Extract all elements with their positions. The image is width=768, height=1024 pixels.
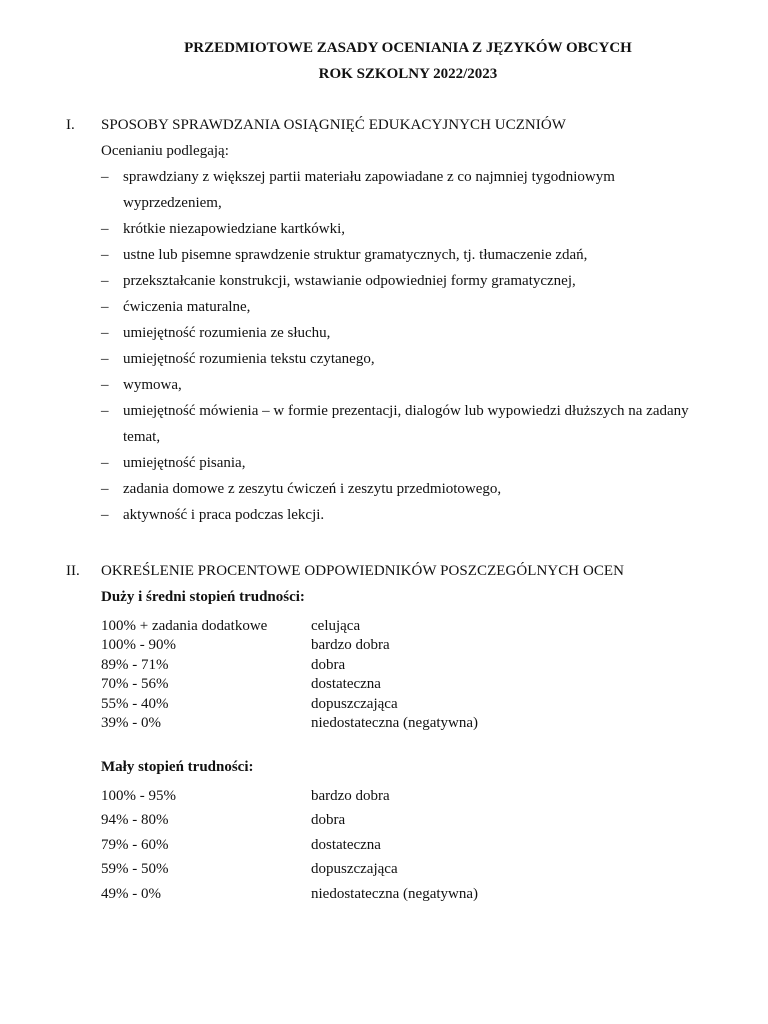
grade-cell: bardzo dobra (311, 788, 390, 804)
list-bullet: – (101, 325, 109, 341)
list-item: przekształcanie konstrukcji, wstawianie odpowiedniej formy gramatycznej, (123, 273, 576, 289)
grade-cell: dostateczna (311, 836, 381, 853)
list-item: wyprzedzeniem, (123, 195, 222, 211)
list-item: umiejętność rozumienia tekstu czytanego, (123, 351, 375, 367)
doc-title-line1: PRZEDMIOTOWE ZASADY OCENIANIA Z JĘZYKÓW OBCYCH (184, 40, 632, 56)
section2-title: OKREŚLENIE PROCENTOWE ODPOWIEDNIKÓW POSZCZEGÓLNYCH OCEN (101, 563, 625, 579)
grade-cell: dobra (311, 656, 346, 673)
percent-range-cell: 59% - 50% (101, 861, 169, 878)
percent-range-cell: 55% - 40% (101, 695, 169, 712)
list-item: ustne lub pisemne sprawdzenie struktur gramatycznych, tj. tłumaczenie zdań, (123, 247, 588, 263)
grade-cell: dostateczna (311, 676, 381, 693)
list-bullet: – (101, 221, 109, 237)
list-item: umiejętność pisania, (123, 455, 246, 471)
grade-cell: dopuszczająca (311, 695, 398, 712)
percent-range-cell: 39% - 0% (101, 715, 161, 731)
list-bullet: – (101, 403, 109, 419)
list-bullet: – (101, 169, 109, 185)
section1-title: SPOSOBY SPRAWDZANIA OSIĄGNIĘĆ EDUKACYJNYCH UCZNIÓW (101, 117, 566, 133)
grade-cell: celująca (311, 618, 361, 634)
grade-cell: dobra (311, 812, 346, 829)
percent-range-cell: 100% - 95% (101, 788, 176, 804)
list-item: umiejętność mówienia – w formie prezentacji, dialogów lub wypowiedzi dłuższych na zadany (123, 403, 689, 419)
list-bullet: – (101, 247, 109, 263)
section1-number: I. (66, 117, 75, 133)
section1-intro: Ocenianiu podlegają: (101, 143, 229, 159)
table2-heading: Mały stopień trudności: (101, 759, 254, 775)
list-bullet: – (101, 455, 109, 471)
grade-cell: bardzo dobra (311, 637, 390, 654)
grade-cell: niedostateczna (negatywna) (311, 885, 478, 902)
percent-range-cell: 89% - 71% (101, 656, 169, 673)
list-item: sprawdziany z większej partii materiału zapowiadane z co najmniej tygodniowym (123, 169, 615, 185)
list-bullet: – (101, 351, 109, 367)
percent-range-cell: 79% - 60% (101, 836, 169, 853)
list-bullet: – (101, 507, 109, 523)
percent-range-cell: 94% - 80% (101, 812, 169, 829)
grade-cell: niedostateczna (negatywna) (311, 715, 478, 731)
grade-cell: dopuszczająca (311, 861, 398, 878)
list-bullet: – (101, 273, 109, 289)
list-item: ćwiczenia maturalne, (123, 299, 251, 315)
percent-range-cell: 100% - 90% (101, 637, 176, 654)
list-item: aktywność i praca podczas lekcji. (123, 507, 325, 523)
list-item: zadania domowe z zeszytu ćwiczeń i zeszytu przedmiotowego, (123, 481, 502, 497)
section2-number: II. (66, 563, 80, 579)
list-bullet: – (101, 299, 109, 315)
percent-range-cell: 49% - 0% (101, 885, 161, 902)
list-item: temat, (123, 429, 161, 445)
percent-range-cell: 100% + zadania dodatkowe (101, 618, 268, 634)
percent-range-cell: 70% - 56% (101, 676, 169, 693)
list-bullet: – (101, 377, 109, 393)
list-item: wymowa, (123, 377, 182, 393)
table1-heading: Duży i średni stopień trudności: (101, 589, 305, 605)
list-item: krótkie niezapowiedziane kartkówki, (123, 221, 345, 237)
list-bullet: – (101, 481, 109, 497)
doc-title-line2: ROK SZKOLNY 2022/2023 (318, 66, 498, 82)
list-item: umiejętność rozumienia ze słuchu, (123, 325, 331, 341)
